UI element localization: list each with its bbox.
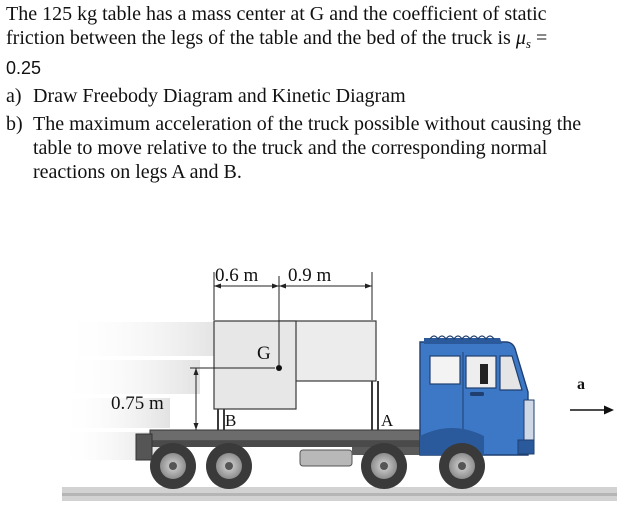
problem-line-2 (6, 26, 618, 56)
acceleration-arrow (570, 406, 614, 415)
truck-figure (60, 250, 623, 517)
truck-diagram (60, 250, 623, 517)
ground (62, 487, 617, 501)
label-A: A (381, 411, 394, 430)
mu-subscript: s (525, 36, 531, 51)
part-a (6, 84, 618, 108)
wheel-front (439, 443, 485, 489)
label-B: B (225, 411, 237, 430)
part-a-text: Draw Freebody Diagram and Kinetic Diagram (33, 85, 406, 107)
table (214, 321, 378, 430)
wheel-mid (361, 443, 407, 489)
part-b-line-2: table to move relative to the truck and the corresponding normal (33, 137, 548, 159)
equals-sign: = (530, 27, 548, 49)
part-b-line-3: reactions on legs A and B. (33, 161, 242, 183)
part-b (6, 112, 618, 184)
dim-label-right: 0.9 m (288, 265, 332, 286)
wheel-rear-1 (150, 443, 196, 489)
part-b-line-1: The maximum acceleration of the truck possible without causing the (33, 113, 582, 135)
mu-symbol: μ (515, 27, 526, 49)
wheel-rear-2 (206, 443, 252, 489)
mu-value: 0.25 (6, 58, 42, 78)
problem-statement (6, 2, 618, 184)
part-b-marker: b) (6, 113, 23, 135)
problem-line-1: The 125 kg table has a mass center at G and the coefficient of static (6, 3, 547, 25)
truck-cab (420, 336, 534, 455)
label-accel: a (577, 376, 585, 393)
dim-label-left: 0.6 m (215, 265, 259, 286)
label-G: G (257, 343, 271, 364)
problem-line-2-text: friction between the legs of the table and the bed of the truck is (6, 27, 516, 49)
mass-center-point (276, 365, 282, 371)
part-a-marker: a) (6, 85, 22, 107)
dim-label-height: 0.75 m (111, 393, 164, 414)
